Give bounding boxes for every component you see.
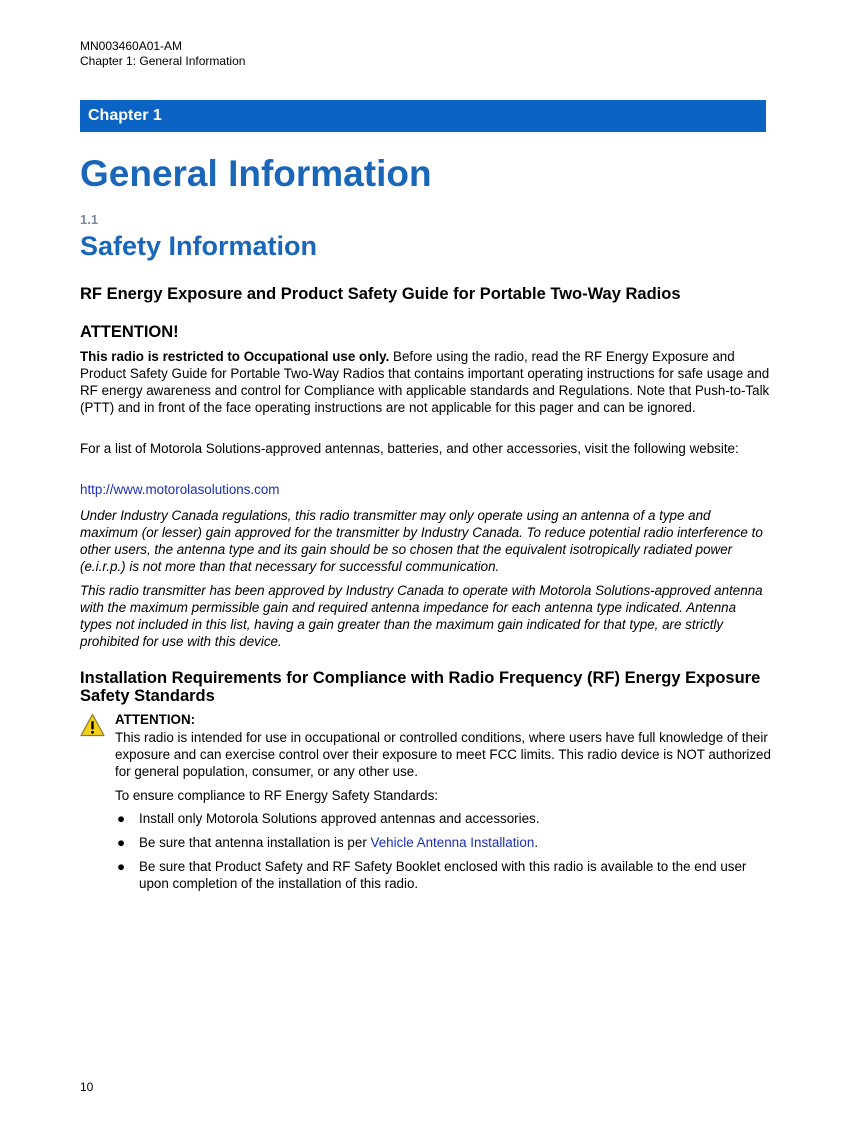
industry-canada-paragraph-1: Under Industry Canada regulations, this radio transmitter may only operate using an antenna of a type and maximum (or lesser) gain approved for the transmitter by Industry Canada. To reduce potential radio interference to other users, the antenna type and its gain should be so chosen that the equivalent isotropically radiated power (e.i.r.p.) is not more than that necessary for successful communication. [80, 508, 763, 574]
bullet-icon: ● [117, 835, 126, 850]
motorola-website-link[interactable]: http://www.motorolasolutions.com [80, 482, 280, 497]
attention-bold-text: This radio is restricted to Occupational use only. [80, 349, 390, 364]
installation-attention-text: This radio is intended for use in occupational or controlled conditions, where users have full knowledge of their exposure and can exercise control over their exposure to meet FCC limits. This radio device is NOT authorized for general population, consumer, or any other use. [115, 730, 771, 779]
bullet-text: Be sure that Product Safety and RF Safety Booklet enclosed with this radio is available to the end user upon completion of the installation of this radio. [139, 859, 747, 891]
bullet-text-suffix: . [534, 835, 539, 850]
list-item [115, 858, 775, 892]
attention-body-text: Before using the radio, read the RF Energy Exposure and Product Safety Guide for Portable Two-Way Radios that contains important operating instructions for safe usage and RF energy awareness and control for Compliance with applicable standards and Regulations. Note that Push-to-Talk (PTT) and in front of the face operating instructions are not applicable for this pager and can be ignored. [80, 349, 770, 415]
ensure-compliance-text: To ensure compliance to RF Energy Safety Standards: [115, 788, 439, 803]
section-title: Safety Information [80, 231, 318, 261]
installation-attention-label: ATTENTION: [115, 712, 196, 727]
accessories-paragraph: For a list of Motorola Solutions-approved antennas, batteries, and other accessories, visit the following website: [80, 441, 739, 456]
industry-canada-paragraph-2: This radio transmitter has been approved by Industry Canada to operate with Motorola Solutions-approved antenna with the maximum permissible gain and required antenna impedance for each antenna type indicated. Antenna types not included in this list, having a gain greater than the maximum gain indicated for that type, are strictly prohibited for use with this device. [80, 583, 763, 649]
chapter-title: General Information [80, 153, 432, 194]
section-number: 1.1 [80, 212, 99, 227]
list-item [115, 810, 775, 827]
bullet-text-prefix: Be sure that antenna installation is per [139, 835, 371, 850]
list-item [115, 834, 775, 851]
chapter-label-bar: Chapter 1 [80, 100, 766, 132]
vehicle-antenna-installation-link[interactable]: Vehicle Antenna Installation [370, 835, 535, 850]
bullet-text: Install only Motorola Solutions approved antennas and accessories. [139, 811, 540, 826]
bullet-icon: ● [117, 811, 126, 826]
rf-guide-heading: RF Energy Exposure and Product Safety Guide for Portable Two-Way Radios [80, 285, 681, 303]
page-number: 10 [80, 1080, 94, 1094]
installation-heading: Installation Requirements for Compliance with Radio Frequency (RF) Energy Exposure Safety Standards [80, 669, 761, 705]
running-chapter-header: Chapter 1: General Information [80, 54, 246, 68]
attention-heading: ATTENTION! [80, 323, 179, 341]
attention-paragraph [80, 348, 770, 416]
bullet-icon: ● [117, 859, 126, 874]
compliance-bullet-list [115, 810, 775, 899]
document-id: MN003460A01-AM [80, 39, 183, 53]
warning-triangle-icon [80, 713, 105, 737]
